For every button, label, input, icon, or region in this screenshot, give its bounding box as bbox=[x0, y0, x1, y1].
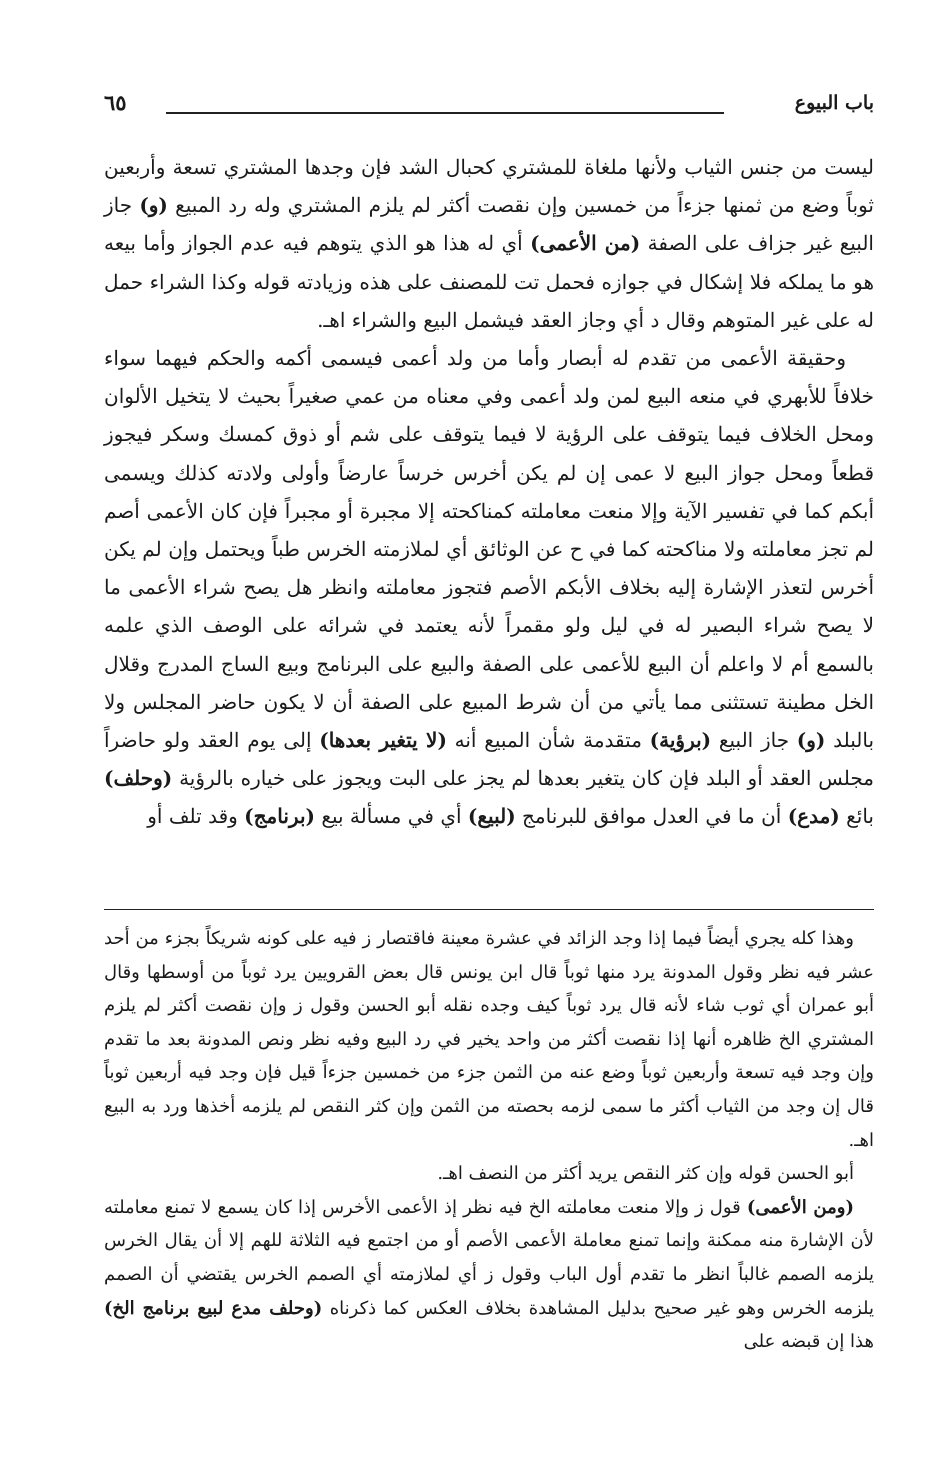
footnote-3: (ومن الأعمى) قول ز وإلا منعت معاملته الخ فيه نظر إذ الأعمى الأخرس إذا كان يسمع لا تمنع معاملته لأن الإشارة منه ممكنة وإنما تمنع معاملة الأعمى الأصم أو من اجتمع فيه الثلاثة للهم إلا أن يقال الخرس يلزمه الصمم غالباً انظر ما تقدم أول الباب وقول ز أي لملازمته أي الصمم الخرس يقتضي أن الصمم يلزمه الخرس وهو غير صحيح بدليل المشاهدة بخلاف العكس كما ذكرناه (وحلف مدع لبيع برنامج الخ) هذا إن قبضه على bbox=[104, 1196, 874, 1353]
matn-label: (ومن الأعمى) bbox=[746, 1196, 854, 1218]
main-paragraph-1: ليست من جنس الثياب ولأنها ملغاة للمشتري كحبال الشد فإن وجدها المشتري تسعة وأربعين ثوباً وضع من ثمنها جزءاً من خمسين وإن نقصت أكثر لم يلزم المشتري وله رد المبيع (و) جاز البيع غير جزاف على الصفة (من الأعمى) أي له هذا هو الذي يتوهم فيه عدم الجواز وأما بيعه هو ما يملكه فلا إشكال في جوازه فحمل تت للمصنف على هذه وزيادته قوله وكذا الشراء حمل له على غير المتوهم وقال د أي وجاز العقد فيشمل البيع والشراء اهـ. bbox=[104, 155, 874, 332]
matn-label: (لبيع) bbox=[467, 804, 516, 829]
matn-label: (من الأعمى) bbox=[530, 231, 641, 256]
main-text bbox=[104, 148, 874, 836]
main-paragraph-2: وحقيقة الأعمى من تقدم له أبصار وأما من ولد أعمى فيسمى أكمه والحكم فيهما سواء خلافاً للأبهري في منعه البيع لمن ولد أعمى وفي معناه من عمي صغيراً بحيث لا يتخيل الألوان ومحل الخلاف فيما يتوقف على الرؤية لا فيما يتوقف على شم أو ذوق كمسك وسكر فيجوز قطعاً ومحل جواز البيع لا عمى إن لم يكن أخرس خرساً عارضاً وأولى ولادته كذلك ويسمى أبكم كما في تفسير الآية وإلا منعت معاملته كمناكحته إلا مجبرة أو مجبراً فإن كان الأعمى أصم لم تجز معاملته ولا مناكحته كما في ح عن الوثائق أي لملازمته الخرس طباً ويحتمل وإن لم يكن أخرس لتعذر الإشارة إليه بخلاف الأبكم الأصم فتجوز معاملته وانظر هل يصح شراء الأعمى ما لا يصح شراء البصير له في ليل ولو مقمراً لأنه يعتمد في شرائه على الوصف الذي علمه بالسمع أم لا واعلم أن البيع للأعمى على الصفة والبيع على البرنامج وبيع الساج المدرج وقلال الخل مطينة تستثنى مما يأتي من أن شرط المبيع على الصفة أن لا يكون حاضر المجلس ولا بالبلد (و) جاز البيع (برؤية) متقدمة شأن المبيع أنه (لا يتغير بعدها) إلى يوم العقد ولو حاضراً مجلس العقد أو البلد فإن كان يتغير بعدها لم يجز على البت ويجوز على خياره بالرؤية (وحلف) بائع (مدع) أن ما في العدل موافق للبرنامج (لبيع) أي في مسألة بيع (برنامج) وقد تلف أو bbox=[104, 346, 875, 829]
header-rule bbox=[166, 112, 724, 114]
chapter-title: باب البيوع bbox=[794, 92, 874, 114]
matn-label: (و) bbox=[139, 193, 168, 218]
footnote-2: أبو الحسن قوله وإن كثر النقص يريد أكثر من النصف اهـ. bbox=[437, 1163, 854, 1185]
matn-label: (وحلف مدع لبيع برنامج الخ) bbox=[104, 1297, 323, 1319]
matn-label: (و) bbox=[796, 728, 826, 753]
page-header bbox=[104, 90, 874, 130]
matn-label: (لا يتغير بعدها) bbox=[319, 728, 447, 753]
matn-label: (برؤية) bbox=[649, 728, 712, 753]
footnote-1: وهذا كله يجري أيضاً فيما إذا وجد الزائد في عشرة معينة فاقتصار ز فيه على كونه شريكاً بجزء من أحد عشر فيه نظر وقول المدونة يرد منها ثوباً قال ابن يونس قال بعض القرويين يرد ثوباً من أوسطها وقال أبو عمران أي ثوب شاء لأنه قال يرد ثوباً كيف وجده نقله أبو الحسن وقول ز وإن نقصت أكثر لم يلزم المشتري الخ ظاهره أنها إذا نقصت أكثر من واحد يخير في رد البيع وفيه نظر ونص المدونة بعد ما تقدم وإن وجد فيه تسعة وأربعين ثوباً وضع عنه من الثمن جزء من خمسين جزءاً قيل فإن وجد فيه أربعين ثوباً قال إن وجد من الثياب أكثر ما سمى لزمه بحصته من الثمن وإن كثر النقص لم يلزمه أخذها ورد به البيع اهـ. bbox=[104, 928, 874, 1151]
matn-label: (برنامج) bbox=[244, 804, 315, 829]
matn-label: (مدع) bbox=[787, 804, 840, 829]
matn-label: (وحلف) bbox=[104, 766, 173, 791]
footnotes bbox=[104, 922, 874, 1359]
page-number: ٦٥ bbox=[104, 90, 127, 115]
footnote-separator bbox=[104, 909, 874, 910]
